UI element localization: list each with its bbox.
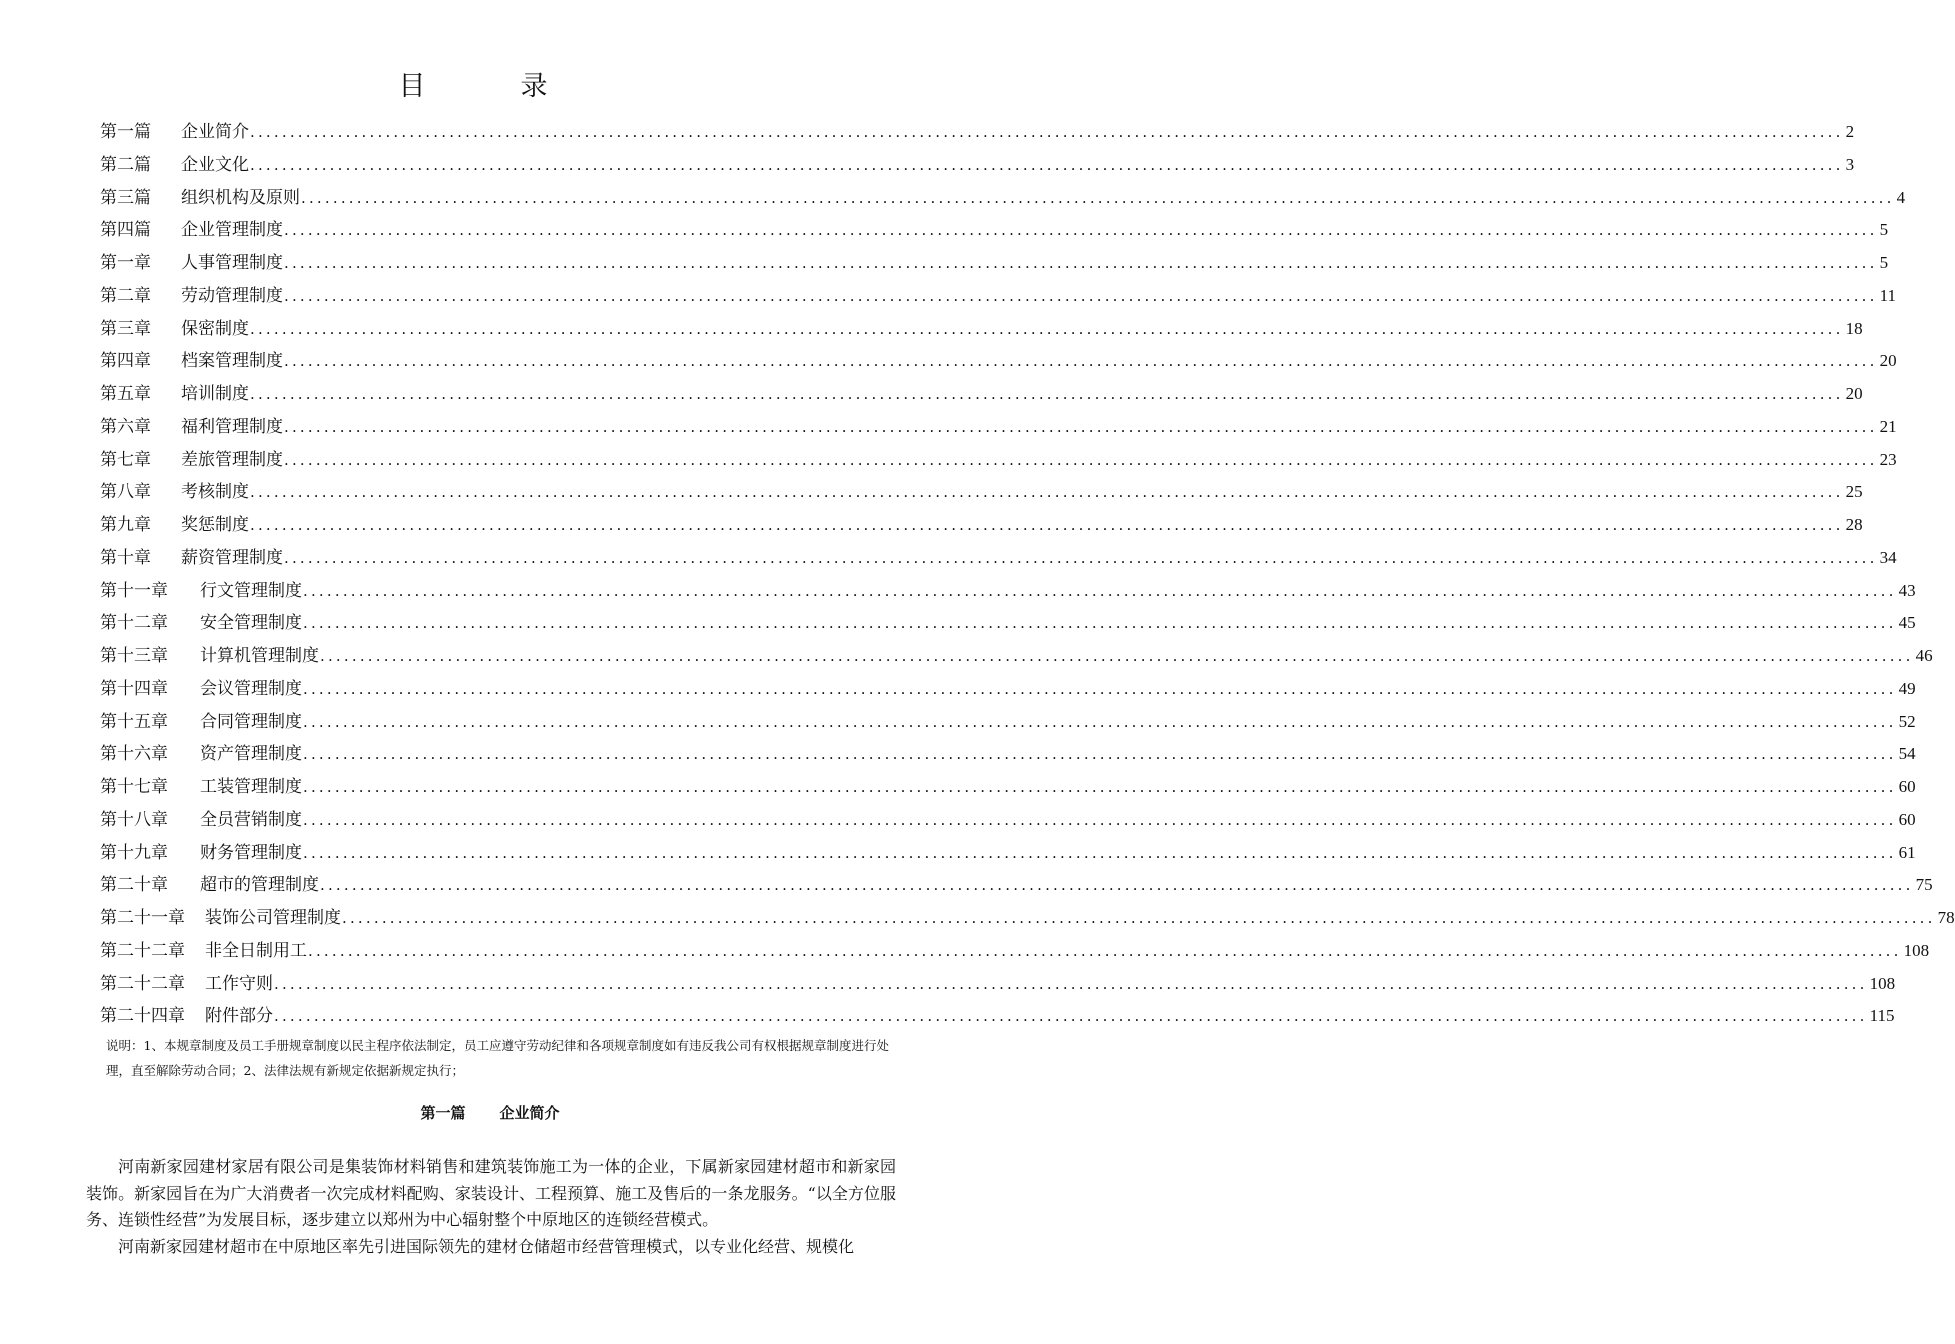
toc-leader-dots: ........................................................................................................................................................................................................ (274, 1007, 1868, 1026)
toc-entry[interactable] (100, 575, 1916, 608)
toc-leader-dots: ........................................................................................................................................................................................................ (284, 417, 1878, 436)
toc-entry[interactable] (100, 411, 1897, 444)
toc-entry[interactable] (100, 280, 1896, 313)
toc-entry-label: 第二篇 (100, 154, 151, 175)
toc-note: 说明：1、本规章制度及员工手册规章制度以民主程序依法制定，员工应遵守劳动纪律和各项规章制度如有违反我公司有权根据规章制度进行处理，直至解除劳动合同；2、法律法规有新规定依据新规定执行； (106, 1038, 889, 1078)
toc-entry-name: 计算机管理制度 (200, 646, 319, 666)
toc-entry-page: 11 (1879, 285, 1896, 305)
toc-entry-name: 考核制度 (181, 482, 249, 503)
toc-leader-dots: ........................................................................................................................................................................................................ (284, 548, 1878, 567)
toc-entry-page: 23 (1879, 449, 1897, 469)
toc-entry-name: 会议管理制度 (200, 678, 302, 699)
toc-leader-dots: ........................................................................................................................................................................................................ (301, 188, 1895, 207)
toc-leader-dots: ........................................................................................................................................................................................................ (250, 123, 1844, 141)
toc-entry-label: 第十六章 (100, 744, 168, 765)
toc-entry-page: 20 (1879, 351, 1897, 371)
toc-entry-name: 劳动管理制度 (181, 285, 283, 306)
toc-entry-label: 第一章 (100, 253, 151, 273)
toc-entry-label: 第十七章 (100, 777, 168, 797)
toc-entry-name: 人事管理制度 (181, 253, 283, 273)
toc-leader-dots: ........................................................................................................................................................................................................ (284, 450, 1878, 469)
section-label: 第一篇 (420, 1104, 466, 1122)
toc-entry-name: 福利管理制度 (181, 416, 283, 437)
toc-entry[interactable] (100, 116, 1855, 149)
toc-entry[interactable] (100, 935, 1930, 968)
toc-leader-dots: ........................................................................................................................................................................................................ (320, 647, 1914, 665)
toc-entry-label: 第二十二章 (100, 940, 185, 961)
toc-entry-label: 第十章 (100, 547, 151, 568)
toc-entry-label: 第十八章 (100, 809, 168, 830)
toc-entry-page: 5 (1879, 220, 1889, 240)
toc-leader-dots: ........................................................................................................................................................................................................ (303, 712, 1897, 731)
toc-leader-dots: ........................................................................................................................................................................................................ (303, 843, 1897, 862)
toc-entry-page: 108 (1869, 973, 1896, 993)
toc-leader-dots: ........................................................................................................................................................................................................ (250, 385, 1844, 403)
toc-entry[interactable] (100, 738, 1916, 771)
toc-entry-page: 60 (1898, 809, 1916, 829)
toc-entry-label: 第九章 (100, 515, 151, 535)
toc-entry-label: 第十三章 (100, 646, 168, 666)
toc-entry-label: 第四篇 (100, 220, 151, 241)
toc-entry-page: 108 (1903, 940, 1930, 960)
toc-leader-dots: ........................................................................................................................................................................................................ (250, 483, 1844, 502)
toc-entry-label: 第八章 (100, 482, 151, 503)
toc-leader-dots: ........................................................................................................................................................................................................ (303, 679, 1897, 698)
toc-entry[interactable] (100, 149, 1855, 182)
section-title: 企业简介 (499, 1104, 560, 1122)
toc-leader-dots: ........................................................................................................................................................................................................ (284, 352, 1878, 371)
toc-entry-page: 25 (1845, 482, 1863, 502)
toc-entry-name: 培训制度 (181, 384, 249, 404)
toc-entry[interactable] (100, 247, 1889, 280)
toc-title: 目 录 (398, 71, 582, 102)
toc-entry[interactable] (100, 182, 1906, 215)
toc-entry-label: 第十五章 (100, 711, 168, 732)
toc-entry-label: 第十一章 (100, 580, 168, 601)
toc-entry-page: 4 (1896, 187, 1906, 207)
toc-entry[interactable] (100, 673, 1916, 706)
toc-leader-dots: ........................................................................................................................................................................................................ (303, 810, 1897, 829)
toc-leader-dots: ........................................................................................................................................................................................................ (303, 581, 1897, 600)
toc-entry-page: 5 (1879, 253, 1889, 272)
toc-leader-dots: ........................................................................................................................................................................................................ (250, 155, 1844, 174)
toc-entry[interactable] (100, 313, 1863, 346)
toc-entry-label: 第二章 (100, 285, 151, 306)
toc-entry-label: 第七章 (100, 449, 151, 470)
toc-entry-name: 合同管理制度 (200, 711, 302, 732)
toc-leader-dots: ........................................................................................................................................................................................................ (303, 778, 1897, 796)
toc-entry-name: 工作守则 (205, 973, 273, 994)
toc-entry-name: 安全管理制度 (200, 613, 302, 634)
body-paragraph: 河南新家园建材家居有限公司是集装饰材料销售和建筑装饰施工为一体的企业，下属新家园建材超市和新家园装饰。新家园旨在为广大消费者一次完成材料配购、家装设计、工程预算、施工及售后的一条龙服务。“以全方位服务、连锁性经营”为发展目标，逐步建立以郑州为中心辐射整个中原地区的连锁经营模式。 (86, 1157, 896, 1229)
toc-entry-page: 61 (1898, 842, 1916, 862)
toc-entry[interactable] (100, 706, 1916, 739)
toc-entry-page: 20 (1845, 384, 1863, 403)
toc-entry-label: 第一篇 (100, 122, 151, 142)
toc-entry-name: 工装管理制度 (200, 777, 302, 797)
toc-entry-label: 第二十一章 (100, 908, 185, 928)
toc-entry-label: 第二十四章 (100, 1006, 185, 1027)
toc-leader-dots: ........................................................................................................................................................................................................ (303, 745, 1897, 764)
toc-entry-name: 非全日制用工 (205, 940, 307, 961)
toc-entry-page: 34 (1879, 547, 1897, 567)
toc-entry-label: 第六章 (100, 416, 151, 437)
toc-entry-name: 奖惩制度 (181, 515, 249, 535)
toc-entry-label: 第二十二章 (100, 973, 185, 994)
toc-entry[interactable] (100, 378, 1863, 411)
toc-entry-page: 49 (1898, 678, 1916, 698)
toc-entry-page: 43 (1898, 580, 1916, 600)
body-paragraph: 河南新家园建材超市在中原地区率先引进国际领先的建材仓储超市经营管理模式，以专业化经营、规模化 (118, 1236, 855, 1256)
toc-entry-name: 资产管理制度 (200, 744, 302, 765)
toc-entry-page: 2 (1845, 122, 1855, 141)
toc-entry[interactable] (100, 607, 1916, 640)
toc-entry[interactable] (100, 640, 1933, 673)
toc-entry[interactable] (100, 968, 1896, 1001)
toc-entry-label: 第三章 (100, 318, 151, 339)
toc-entry-name: 行文管理制度 (200, 580, 302, 601)
toc-entry-name: 附件部分 (205, 1006, 273, 1027)
toc-entry-page: 60 (1898, 777, 1916, 796)
section-heading (0, 1102, 980, 1123)
toc-entry-page: 75 (1915, 875, 1933, 895)
toc-leader-dots: ........................................................................................................................................................................................................ (274, 974, 1868, 993)
toc-entry[interactable] (100, 771, 1916, 804)
toc-entry-page: 46 (1915, 646, 1933, 665)
toc-entry[interactable] (100, 869, 1933, 902)
toc-entry[interactable] (100, 902, 1955, 935)
toc-entry-name: 企业简介 (181, 122, 249, 142)
toc-entry-page: 52 (1898, 711, 1916, 731)
toc-entry-name: 企业管理制度 (181, 220, 283, 241)
toc-entry-name: 财务管理制度 (200, 842, 302, 863)
toc-entry-name: 组织机构及原则 (181, 187, 300, 208)
toc-entry-name: 装饰公司管理制度 (205, 908, 341, 928)
toc-entry[interactable] (100, 1000, 1895, 1033)
toc-leader-dots: ........................................................................................................................................................................................................ (320, 876, 1914, 895)
toc-entry-name: 差旅管理制度 (181, 449, 283, 470)
toc-entry[interactable] (100, 542, 1897, 575)
section-body (86, 1154, 896, 1260)
toc-leader-dots: ........................................................................................................................................................................................................ (250, 516, 1844, 534)
toc-entry-page: 3 (1845, 154, 1855, 174)
toc-entry-page: 18 (1845, 318, 1863, 338)
toc-entry[interactable] (100, 476, 1863, 509)
toc-entry-label: 第三篇 (100, 187, 151, 208)
toc-entry[interactable] (100, 509, 1863, 542)
toc-entry-page: 45 (1898, 613, 1916, 633)
toc-entry-name: 薪资管理制度 (181, 547, 283, 568)
toc-leader-dots: ........................................................................................................................................................................................................ (303, 614, 1897, 633)
toc-entry[interactable] (100, 214, 1889, 247)
toc-entry-name: 保密制度 (181, 318, 249, 339)
toc-entry-page: 54 (1898, 744, 1916, 764)
toc-entry-label: 第四章 (100, 351, 151, 372)
toc-entry-page: 28 (1845, 515, 1863, 534)
toc-list (100, 116, 1955, 1033)
toc-entry-label: 第五章 (100, 384, 151, 404)
toc-entry-page: 115 (1869, 1006, 1895, 1026)
toc-leader-dots: ........................................................................................................................................................................................................ (284, 254, 1878, 272)
toc-entry[interactable] (100, 837, 1916, 870)
toc-leader-dots: ........................................................................................................................................................................................................ (308, 941, 1902, 960)
toc-entry-name: 企业文化 (181, 154, 249, 175)
toc-entry-page: 21 (1879, 416, 1897, 436)
toc-leader-dots: ........................................................................................................................................................................................................ (250, 319, 1844, 338)
toc-entry-name: 超市的管理制度 (200, 875, 319, 896)
toc-entry-label: 第十二章 (100, 613, 168, 634)
toc-leader-dots: ........................................................................................................................................................................................................ (342, 909, 1936, 927)
toc-entry-label: 第十四章 (100, 678, 168, 699)
toc-leader-dots: ........................................................................................................................................................................................................ (284, 221, 1878, 240)
toc-entry[interactable] (100, 804, 1916, 837)
toc-leader-dots: ........................................................................................................................................................................................................ (284, 286, 1878, 305)
toc-entry[interactable] (100, 345, 1897, 378)
toc-entry-name: 全员营销制度 (200, 809, 302, 830)
toc-entry-name: 档案管理制度 (181, 351, 283, 372)
toc-entry[interactable] (100, 444, 1897, 477)
toc-entry-page: 78 (1937, 908, 1955, 927)
toc-entry-label: 第二十章 (100, 875, 168, 896)
toc-entry-label: 第十九章 (100, 842, 168, 863)
